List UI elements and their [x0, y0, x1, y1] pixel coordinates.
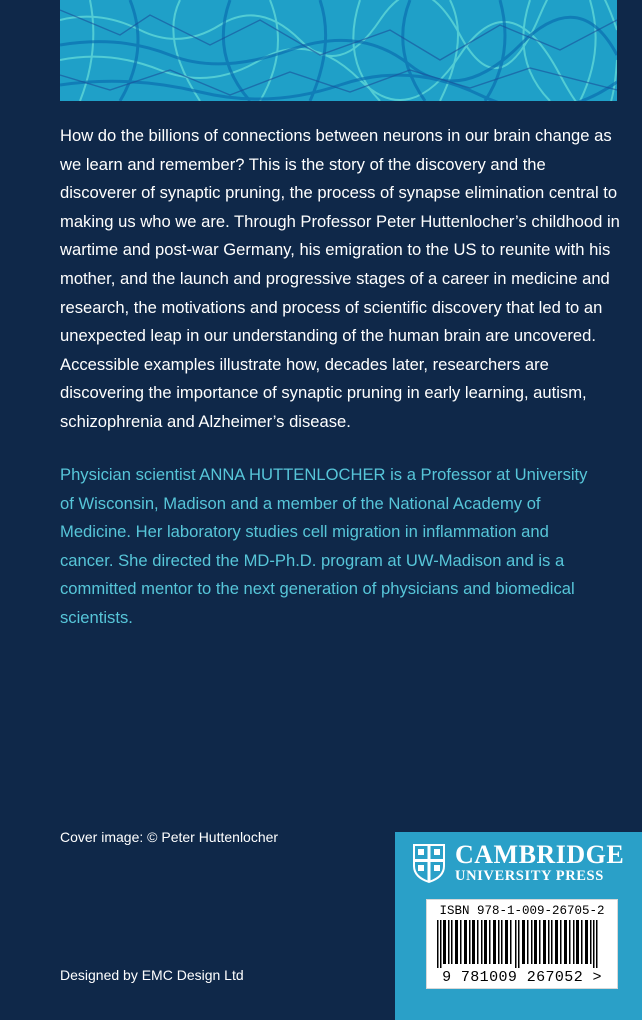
barcode-bars: [437, 920, 607, 968]
barcode-digits: 9 781009 267052 >: [442, 969, 602, 986]
book-blurb: How do the billions of connections between neurons in our brain change as we learn and remember? This is the story of the discovery and the discoverer of synaptic pruning, the process of synapse elimination central to making us who we are. Through Professor Peter Huttenlocher’s childhood in wartime and post-war Germany, his emigration to the US to reunite with his mother, and the launch and progressive stages of a career in medicine and research, the motivations and process of scientific discovery that led to an unexpected leap in our understanding of the human brain are uncovered. Accessible examples illustrate how, decades later, researchers are discovering the importance of synaptic pruning in early learning, autism, schizophrenia and Alzheimer’s disease.: [60, 126, 620, 431]
cover-image: [60, 0, 617, 101]
author-bio: Physician scientist ANNA HUTTENLOCHER is a Professor at University of Wisconsin, Madison and a member of the National Academy of Medicine. Her laboratory studies cell migration in inflammation and cancer. She directed the MD-Ph.D. program at UW-Madison and is a committed mentor to the next generation of physicians and biomedical scientists.: [60, 465, 588, 627]
publisher-panel: [395, 832, 642, 1020]
cambridge-crest-icon: [411, 842, 447, 884]
isbn-label: ISBN 978-1-009-26705-2: [439, 904, 605, 918]
publisher-subtitle: UNIVERSITY PRESS: [455, 868, 604, 884]
cover-image-credit: Cover image: © Peter Huttenlocher: [60, 829, 279, 845]
neural-network-image: [60, 0, 617, 101]
isbn-barcode: [426, 899, 618, 989]
design-credit: Designed by EMC Design Ltd: [60, 967, 244, 983]
publisher-name: CAMBRIDGE: [455, 840, 625, 869]
